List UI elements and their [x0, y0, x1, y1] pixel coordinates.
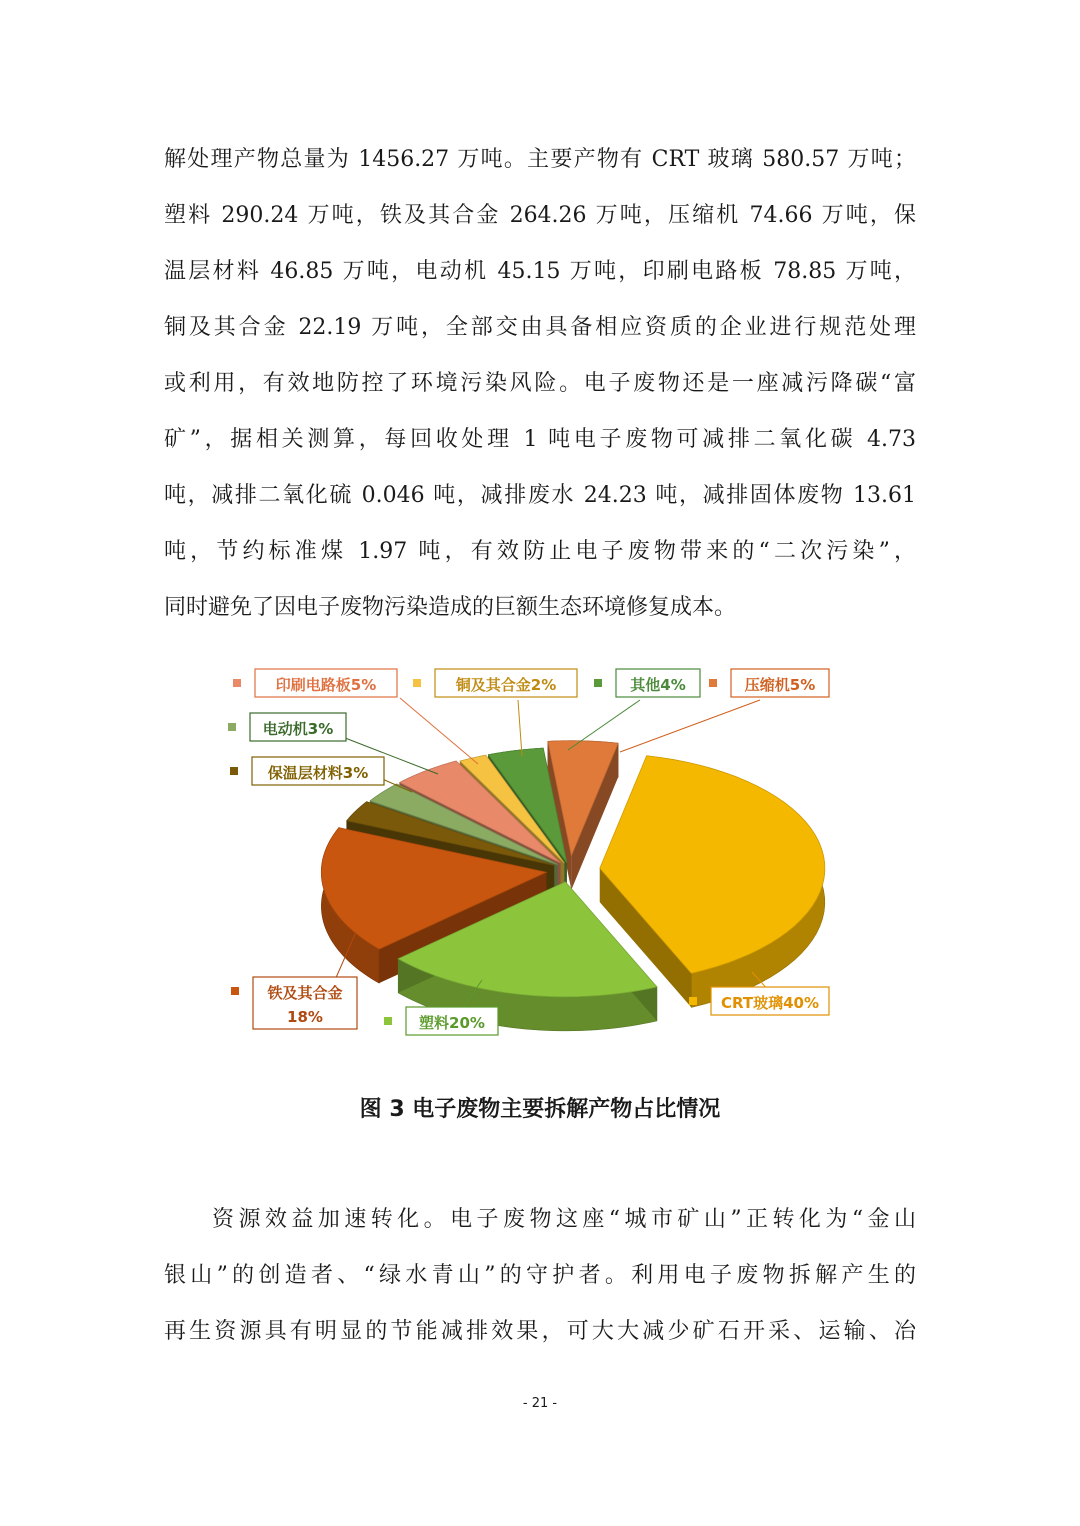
text-line: 银山”的创造者、“绿水青山”的守护者。利用电子废物拆解产生的 — [164, 1263, 916, 1288]
data-label-value: 18% — [287, 1008, 323, 1026]
data-label-text: 铁及其合金 — [267, 984, 343, 1002]
text-line: 铜及其合金 22.19 万吨，全部交由具备相应资质的企业进行规范处理 — [164, 315, 916, 340]
text-line: 或利用，有效地防控了环境污染风险。电子废物还是一座减污降碳“富 — [164, 371, 916, 396]
data-label-text: 铜及其合金2% — [455, 676, 557, 694]
text-line: 塑料 290.24 万吨，铁及其合金 264.26 万吨，压缩机 74.66 万吨，保 — [164, 203, 916, 228]
text-line: 吨，减排二氧化硫 0.046 吨，减排废水 24.23 吨，减排固体废物 13.61 — [164, 483, 916, 508]
body-paragraph-2 — [164, 1192, 916, 1360]
text-line: 同时避免了因电子废物污染造成的巨额生态环境修复成本。 — [164, 595, 737, 620]
data-label-text: CRT玻璃40% — [720, 994, 820, 1012]
data-label-text: 电动机3% — [262, 720, 334, 738]
data-label-text: 印刷电路板5% — [275, 676, 377, 694]
text-line: 资源效益加速转化。电子废物这座“城市矿山”正转化为“金山 — [212, 1207, 916, 1232]
text-line: 再生资源具有明显的节能减排效果，可大大减少矿石开采、运输、冶 — [164, 1319, 916, 1344]
data-label-text: 塑料20% — [419, 1014, 485, 1032]
text-line: 吨，节约标准煤 1.97 吨，有效防止电子废物带来的“二次污染”， — [164, 539, 916, 564]
figure-caption: 图 3 电子废物主要拆解产物占比情况 — [359, 1097, 721, 1122]
text-line: 温层材料 46.85 万吨，电动机 45.15 万吨，印刷电路板 78.85 万吨， — [164, 259, 916, 284]
text-line: 矿”，据相关测算，每回收处理 1 吨电子废物可减排二氧化碳 4.73 — [164, 427, 916, 452]
data-label-3 — [230, 757, 412, 792]
data-label-text: 压缩机5% — [744, 676, 816, 694]
data-label-7 — [568, 669, 700, 750]
text-line: 解处理产物总量为 1456.27 万吨。主要产物有 CRT 玻璃 580.57 万吨； — [164, 147, 916, 172]
data-label-text: 其他4% — [630, 676, 686, 694]
page-number: - 21 - — [522, 1396, 558, 1411]
data-label-text: 保温层材料3% — [267, 764, 369, 782]
